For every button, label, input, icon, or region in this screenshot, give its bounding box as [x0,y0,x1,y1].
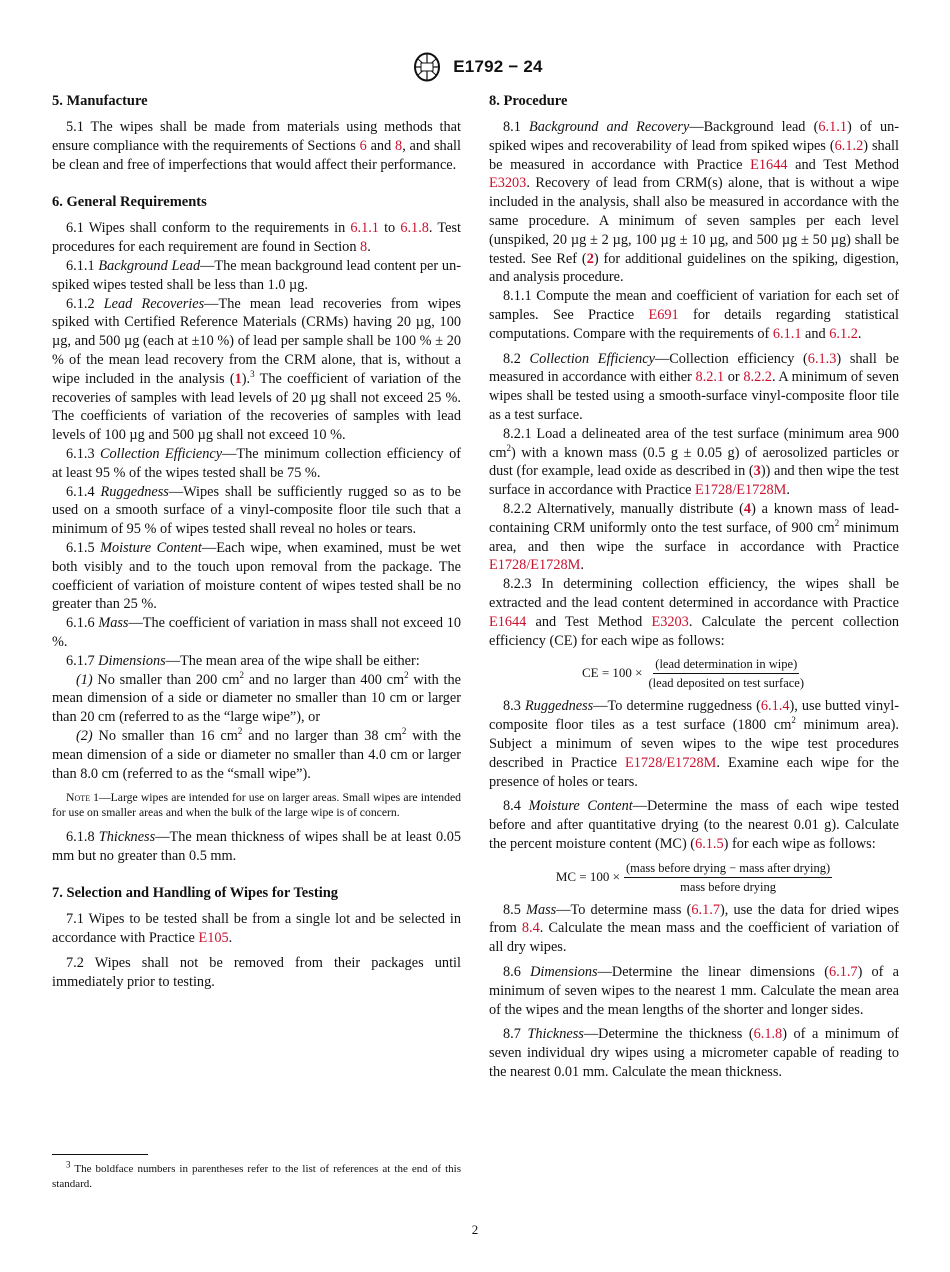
link-6-1-3[interactable]: 6.1.3 [807,350,837,367]
link-E1728[interactable]: E1728/E1728M [695,482,787,499]
link-section-8[interactable]: 8 [360,239,368,256]
link-6-1-2[interactable]: 6.1.2 [829,325,858,342]
link-E3203[interactable]: E3203 [651,613,689,630]
link-section-6[interactable]: 6 [359,137,367,154]
item-small-wipe: (2) No smaller than 16 $cm^2$ and no larger than 38 $cm^2$ with the mean dimension of a side or diameter no smaller than 4.0 cm or larger than 8.0 cm (referred to as the “small wipe”). [52,726,461,782]
link-6-1-1[interactable]: 6.1.1 [818,119,847,135]
link-E1728[interactable]: E1728/E1728M [489,557,581,574]
paragraph-7-1: 7.1 Wipes to be tested shall be from a single lot and be selected in accordance with Practice E105. [52,911,461,947]
paragraph-6-1-2: 6.1.2 Lead Recoveries—The mean lead recoveries from wipes spiked with Certified Reference Materials (CRMs) having 20 µg, 100 µg, and 500 µg (each at ±10 %) of lead per sample shall be 100 % ± 20 % of the mean lead recovery from the CRM alone, that is, without a wipe included in the analysis (1).$^3$ The coefficient of variation of the recoveries of samples with lead levels of 20 µg shall not exceed 25 %. The coefficients of variation of the recoveries of samples with lead levels of 100 µg and 500 µg shall not exceed 10 %. [52,295,461,444]
reference-3[interactable]: 3 [753,463,761,480]
paragraph-8-2-3: 8.2.3 In determining collection efficiency, the wipes shall be extracted and the lead content determined in accordance with Practice E1644 and Test Method E3203. Calculate the percent collection efficiency (CE) for each wipe as follows: [489,576,899,649]
paragraph-8-4: 8.4 Moisture Content—Determine the mass of each wipe tested before and after quantitative drying (to the nearest 0.01 g). Calculate the percent moisture content (MC) (6.1.5) for each wipe as follows: [489,798,899,852]
page-number: 2 [471,1222,479,1237]
paragraph-8-2-1: 8.2.1 Load a delineated area of the test surface (minimum area 900 $cm^2$) with a known mass (0.5 g ± 0.05 g) of aerosolized particles or dust (for example, lead oxide as described in (3)) and then wipe the test surface in accordance with Practice E1728/E1728M. [489,425,899,499]
page-header [0,52,950,82]
section-6-title: 6. General Requirements [52,194,207,211]
link-E1728[interactable]: E1728/E1728M [625,754,717,771]
link-6-1-7[interactable]: 6.1.7 [828,964,858,981]
paragraph-6-1-3: 6.1.3 Collection Efficiency—The minimum collection efficiency of at least 95 % of the wipes tested shall be 75 %. [52,445,462,481]
mc-denominator: mass before drying [680,879,776,894]
paragraph-8-2-2: 8.2.2 Alternatively, manually distribute (4) a known mass of lead-containing CRM uniformly onto the test surface, of 900 $cm^2$ minimum area, and then wipe the surface in accordance with Practice E1728/E1728M. [489,500,899,574]
paragraph-6-1: 6.1 Wipes shall conform to the requirements in 6.1.1 to 6.1.8. Test procedures for each requirement are found in Section 8. [52,220,461,256]
mc-formula: MC = 100 × $\frac{\text{(mass before drying − mass after drying)}}{\text{mass before drying}}$ [555,860,831,894]
section-5-title: 5. Manufacture [52,93,148,109]
link-6-1-8[interactable]: 6.1.8 [753,1026,783,1043]
link-8-2-1[interactable]: 8.2.1 [695,369,725,386]
link-8-4[interactable]: 8.4 [521,920,540,937]
paragraph-5-1: 5.1 The wipes shall be made from materials using methods that ensure compliance with the requirements of Sections 6 and 8, and shall be clean and free of imperfections that would affect their performance. [52,119,461,173]
link-E105[interactable]: E105 [198,930,229,947]
footnote-3: $^3$ The boldface numbers in parentheses refer to the list of references at the end of this standard. [52,1159,461,1190]
link-section-8[interactable]: 8 [395,137,403,154]
document-id: E1792 − 24 [453,57,543,76]
link-E1644[interactable]: E1644 [489,613,527,630]
paragraph-8-7: 8.7 Thickness—Determine the thickness (6.1.8) of a minimum of seven individual dry wipes using a micrometer capable of reading to the nearest 0.01 mm. Calculate the mean thickness. [489,1026,899,1081]
paragraph-8-1-1: 8.1.1 Compute the mean and coefficient of variation for each set of samples. See Practice E691 for details regarding statistical computations. Compare with the requirements of 6.1.1 and 6.1.2. [489,288,899,342]
link-6-1-4[interactable]: 6.1.4 [760,698,790,715]
paragraph-6-1-4: 6.1.4 Ruggedness—Wipes shall be sufficiently rugged so as to be used on a smooth surface of a vinyl-composite floor tile such that a minimum of 95 % of wipes tested shall reveal no holes or tears. [52,483,461,538]
item-large-wipe: (1) No smaller than 200 $cm^2$ and no larger than 400 $cm^2$ with the mean dimension of a side or diameter no smaller than 10 cm or larger than 20 cm (referred to as the “large wipe”), or [52,669,461,726]
paragraph-6-1-6: 6.1.6 Mass—The coefficient of variation in mass shall not exceed 10 %. [52,615,461,650]
ce-numerator: (lead determination in wipe) [653,656,799,674]
reference-2[interactable]: 2 [586,250,594,267]
footnote-rule [52,1154,148,1155]
paragraph-6-1-1: 6.1.1 Background Lead—The mean background lead content per un-spiked wipes tested shall be less than 1.0 µg. [52,257,461,293]
link-6-1-1[interactable]: 6.1.1 [350,220,379,237]
paragraph-8-3: 8.3 Ruggedness—To determine ruggedness (6.1.4), use butted vinyl-composite floor tiles as a test surface (1800 $cm^2$ minimum area). Subject a minimum of seven wipes to the wipe test procedures described in Practice E1728/E1728M. Examine each wipe for the presence of holes or tears. [489,698,899,790]
link-8-2-2[interactable]: 8.2.2 [743,369,772,386]
link-E1644[interactable]: E1644 [750,156,788,173]
paragraph-7-2: 7.2 Wipes shall not be removed from their packages until immediately prior to testing. [52,955,461,990]
reference-1[interactable]: 1 [234,370,242,387]
link-6-1-8[interactable]: 6.1.8 [400,220,429,237]
section-8-title: 8. Procedure [489,93,568,109]
link-6-1-7[interactable]: 6.1.7 [691,901,720,918]
left-column [52,92,461,992]
ce-formula: CE = 100 × $\frac{\text{(lead determination in wipe)}}{\text{(lead deposited on test surface)}}$ [581,657,805,691]
paragraph-6-1-7: 6.1.7 Dimensions—The mean area of the wipe shall be either: [66,652,420,669]
link-6-1-2[interactable]: 6.1.2 [834,137,864,154]
ce-denominator: (lead deposited on test surface) [648,676,805,691]
paragraph-8-6: 8.6 Dimensions—Determine the linear dimensions (6.1.7) of a minimum of seven wipes to the nearest 1 mm. Calculate the mean area of the wipes and the mean lengths of the shorter and longer sides. [489,964,899,1018]
section-7-title: 7. Selection and Handling of Wipes for Testing [52,885,339,902]
link-E691[interactable]: E691 [648,306,679,323]
reference-4[interactable]: 4 [743,500,752,517]
paragraph-6-1-8: 6.1.8 Thickness—The mean thickness of wipes shall be at least 0.05 mm but no greater than 0.5 mm. [52,828,461,864]
link-E3203[interactable]: E3203 [489,175,527,192]
link-6-1-5[interactable]: 6.1.5 [695,835,724,852]
note-1: Note 1—Large wipes are intended for use on larger areas. Small wipes are intended for use on smaller areas and when the bulk of the large wipe is of concern. [52,791,461,819]
right-column [489,92,899,1082]
paragraph-8-2: 8.2 Collection Efficiency—Collection efficiency (6.1.3) shall be measured in accordance with either 8.2.1 or 8.2.2. A minimum of seven wipes shall be tested using a smooth-surface vinyl-composite floor tile as a test surface. [489,350,900,423]
mc-numerator: (mass before drying − mass after drying) [624,860,832,878]
paragraph-8-5: 8.5 Mass—To determine mass (6.1.7), use the data for dried wipes from 8.4. Calculate the mean mass and the coefficient of variation of all dry wipes. [489,901,900,956]
paragraph-8-1: 8.1 Background and Recovery—Background lead (6.1.1) of un-spiked wipes and recoverability of lead from spiked wipes (6.1.2) shall be measured in accordance with Practice E1644 and Test Method E3203. Recovery of lead from CRM(s) alone, that is without a wipe included in the analysis, shall also be measured in accordance with the same procedure. A minimum of seven samples per each level (unspiked, 20 µg ± 2 µg, 100 µg ± 10 µg, and 500 µg ± 50 µg) shall be tested. See Ref (2) for additional guidelines on the spiking, digestion, and analysis procedure. [489,119,899,286]
footnote-ref-3: 3 [250,369,255,379]
link-6-1-1[interactable]: 6.1.1 [772,325,802,342]
paragraph-6-1-5: 6.1.5 Moisture Content—Each wipe, when examined, must be wet both visibly and to the touch upon removal from the package. The coefficient of variation of moisture content of wipes tested shall be no greater than 25 %. [52,539,461,613]
astm-logo-icon [407,52,447,82]
